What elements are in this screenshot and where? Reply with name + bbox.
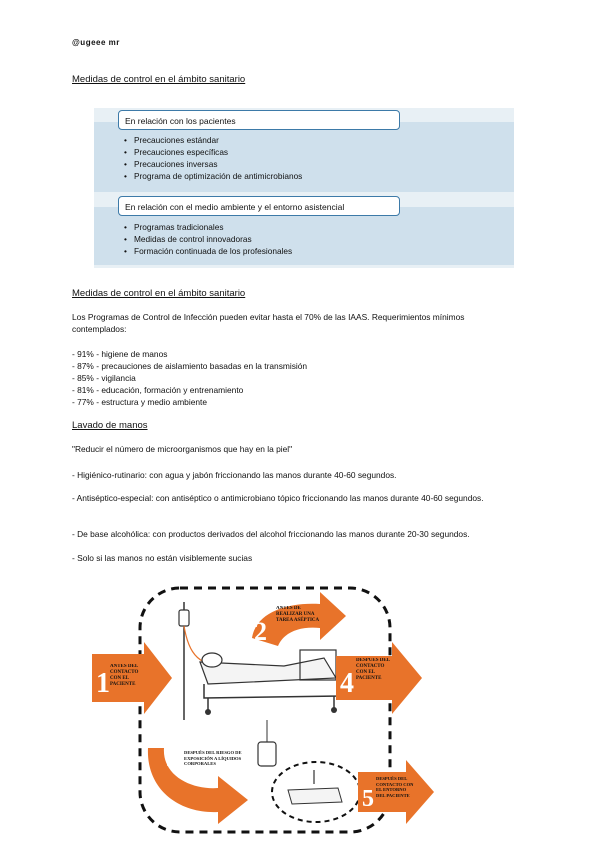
list-item: • Formación continuada de los profesionales bbox=[124, 245, 292, 257]
moment-2-arrow bbox=[252, 592, 346, 646]
list-item: • Precauciones inversas bbox=[124, 158, 302, 170]
list-item: • Programas tradicionales bbox=[124, 221, 292, 233]
environment-measures-list bbox=[124, 221, 292, 257]
section-heading-3: Lavado de manos bbox=[72, 420, 148, 431]
list-item: - 85% - vigilancia bbox=[72, 373, 136, 383]
moment-5-arrow bbox=[358, 760, 434, 824]
moment-4-number: 4 bbox=[340, 668, 354, 699]
list-item: • Medidas de control innovadoras bbox=[124, 233, 292, 245]
patient-measures-list bbox=[124, 134, 302, 182]
quote: "Reducir el número de microorganismos que hay en la piel" bbox=[72, 444, 293, 454]
moment-1-number: 1 bbox=[96, 668, 110, 699]
moment-2-label: ANTES DE REALIZAR UNA TAREA ASÉPTICA bbox=[276, 606, 320, 623]
moment-1-label: ANTES DEL CONTACTO CON EL PACIENTE bbox=[110, 664, 139, 687]
list-item: - 77% - estructura y medio ambiente bbox=[72, 397, 207, 407]
moment-3-label: DESPUÉS DEL RIESGO DE EXPOSICIÓN A LÍQUIDOS CORPORALES bbox=[184, 750, 242, 767]
hospital-bed-icon bbox=[200, 650, 340, 715]
brand-mark: @ugeee mr bbox=[72, 38, 120, 47]
moment-5-number: 5 bbox=[362, 786, 374, 812]
control-measures-diagram bbox=[94, 108, 514, 268]
moment-3-number: 3 bbox=[166, 743, 179, 772]
paragraph-hygienic: - Higiénico-rutinario: con agua y jabón friccionando las manos durante 40-60 segundos. bbox=[72, 470, 397, 480]
list-item: - 87% - precauciones de aislamiento basadas en la transmisión bbox=[72, 361, 308, 371]
list-item: • Precauciones específicas bbox=[124, 146, 302, 158]
patient-group-title: En relación con los pacientes bbox=[118, 110, 400, 130]
section-heading-1: Medidas de control en el ámbito sanitario bbox=[72, 74, 246, 85]
patient-environment-icon bbox=[272, 762, 360, 822]
fluid-bag-icon bbox=[258, 720, 276, 766]
section-heading-2: Medidas de control en el ámbito sanitario bbox=[72, 288, 246, 299]
paragraph-note: - Solo si las manos no están visiblemente sucias bbox=[72, 553, 253, 563]
moment-2-number: 2 bbox=[254, 617, 267, 646]
moment-4-label: DESPUÉS DEL CONTACTO CON EL PACIENTE bbox=[356, 658, 390, 681]
moment-4-arrow bbox=[336, 642, 422, 714]
five-moments-illustration bbox=[88, 580, 440, 842]
requirements-list bbox=[72, 349, 307, 409]
list-item: - 81% - educación, formación y entrenamiento bbox=[72, 385, 244, 395]
iv-stand-icon bbox=[179, 602, 204, 720]
moment-1-arrow bbox=[92, 642, 172, 714]
list-item: - 91% - higiene de manos bbox=[72, 349, 168, 359]
moment-3-arrow bbox=[148, 743, 256, 824]
paragraph-alcohol: - De base alcohólica: con productos derivados del alcohol friccionando las manos durante 20-30 segundos. bbox=[72, 529, 470, 539]
paragraph-antiseptic: - Antiséptico-especial: con antiséptico o antimicrobiano tópico friccionando las manos durante 40-60 segundos. bbox=[72, 493, 484, 503]
intro-paragraph: Los Programas de Control de Infección pueden evitar hasta el 70% de las IAAS. Requerimientos mínimos contemplados: bbox=[72, 312, 465, 334]
environment-group-title: En relación con el medio ambiente y el entorno asistencial bbox=[118, 196, 400, 216]
list-item: • Programa de optimización de antimicrobianos bbox=[124, 170, 302, 182]
list-item: • Precauciones estándar bbox=[124, 134, 302, 146]
moment-5-label: DESPUÉS DEL CONTACTO CON EL ENTORNO DEL PACIENTE bbox=[376, 776, 414, 798]
